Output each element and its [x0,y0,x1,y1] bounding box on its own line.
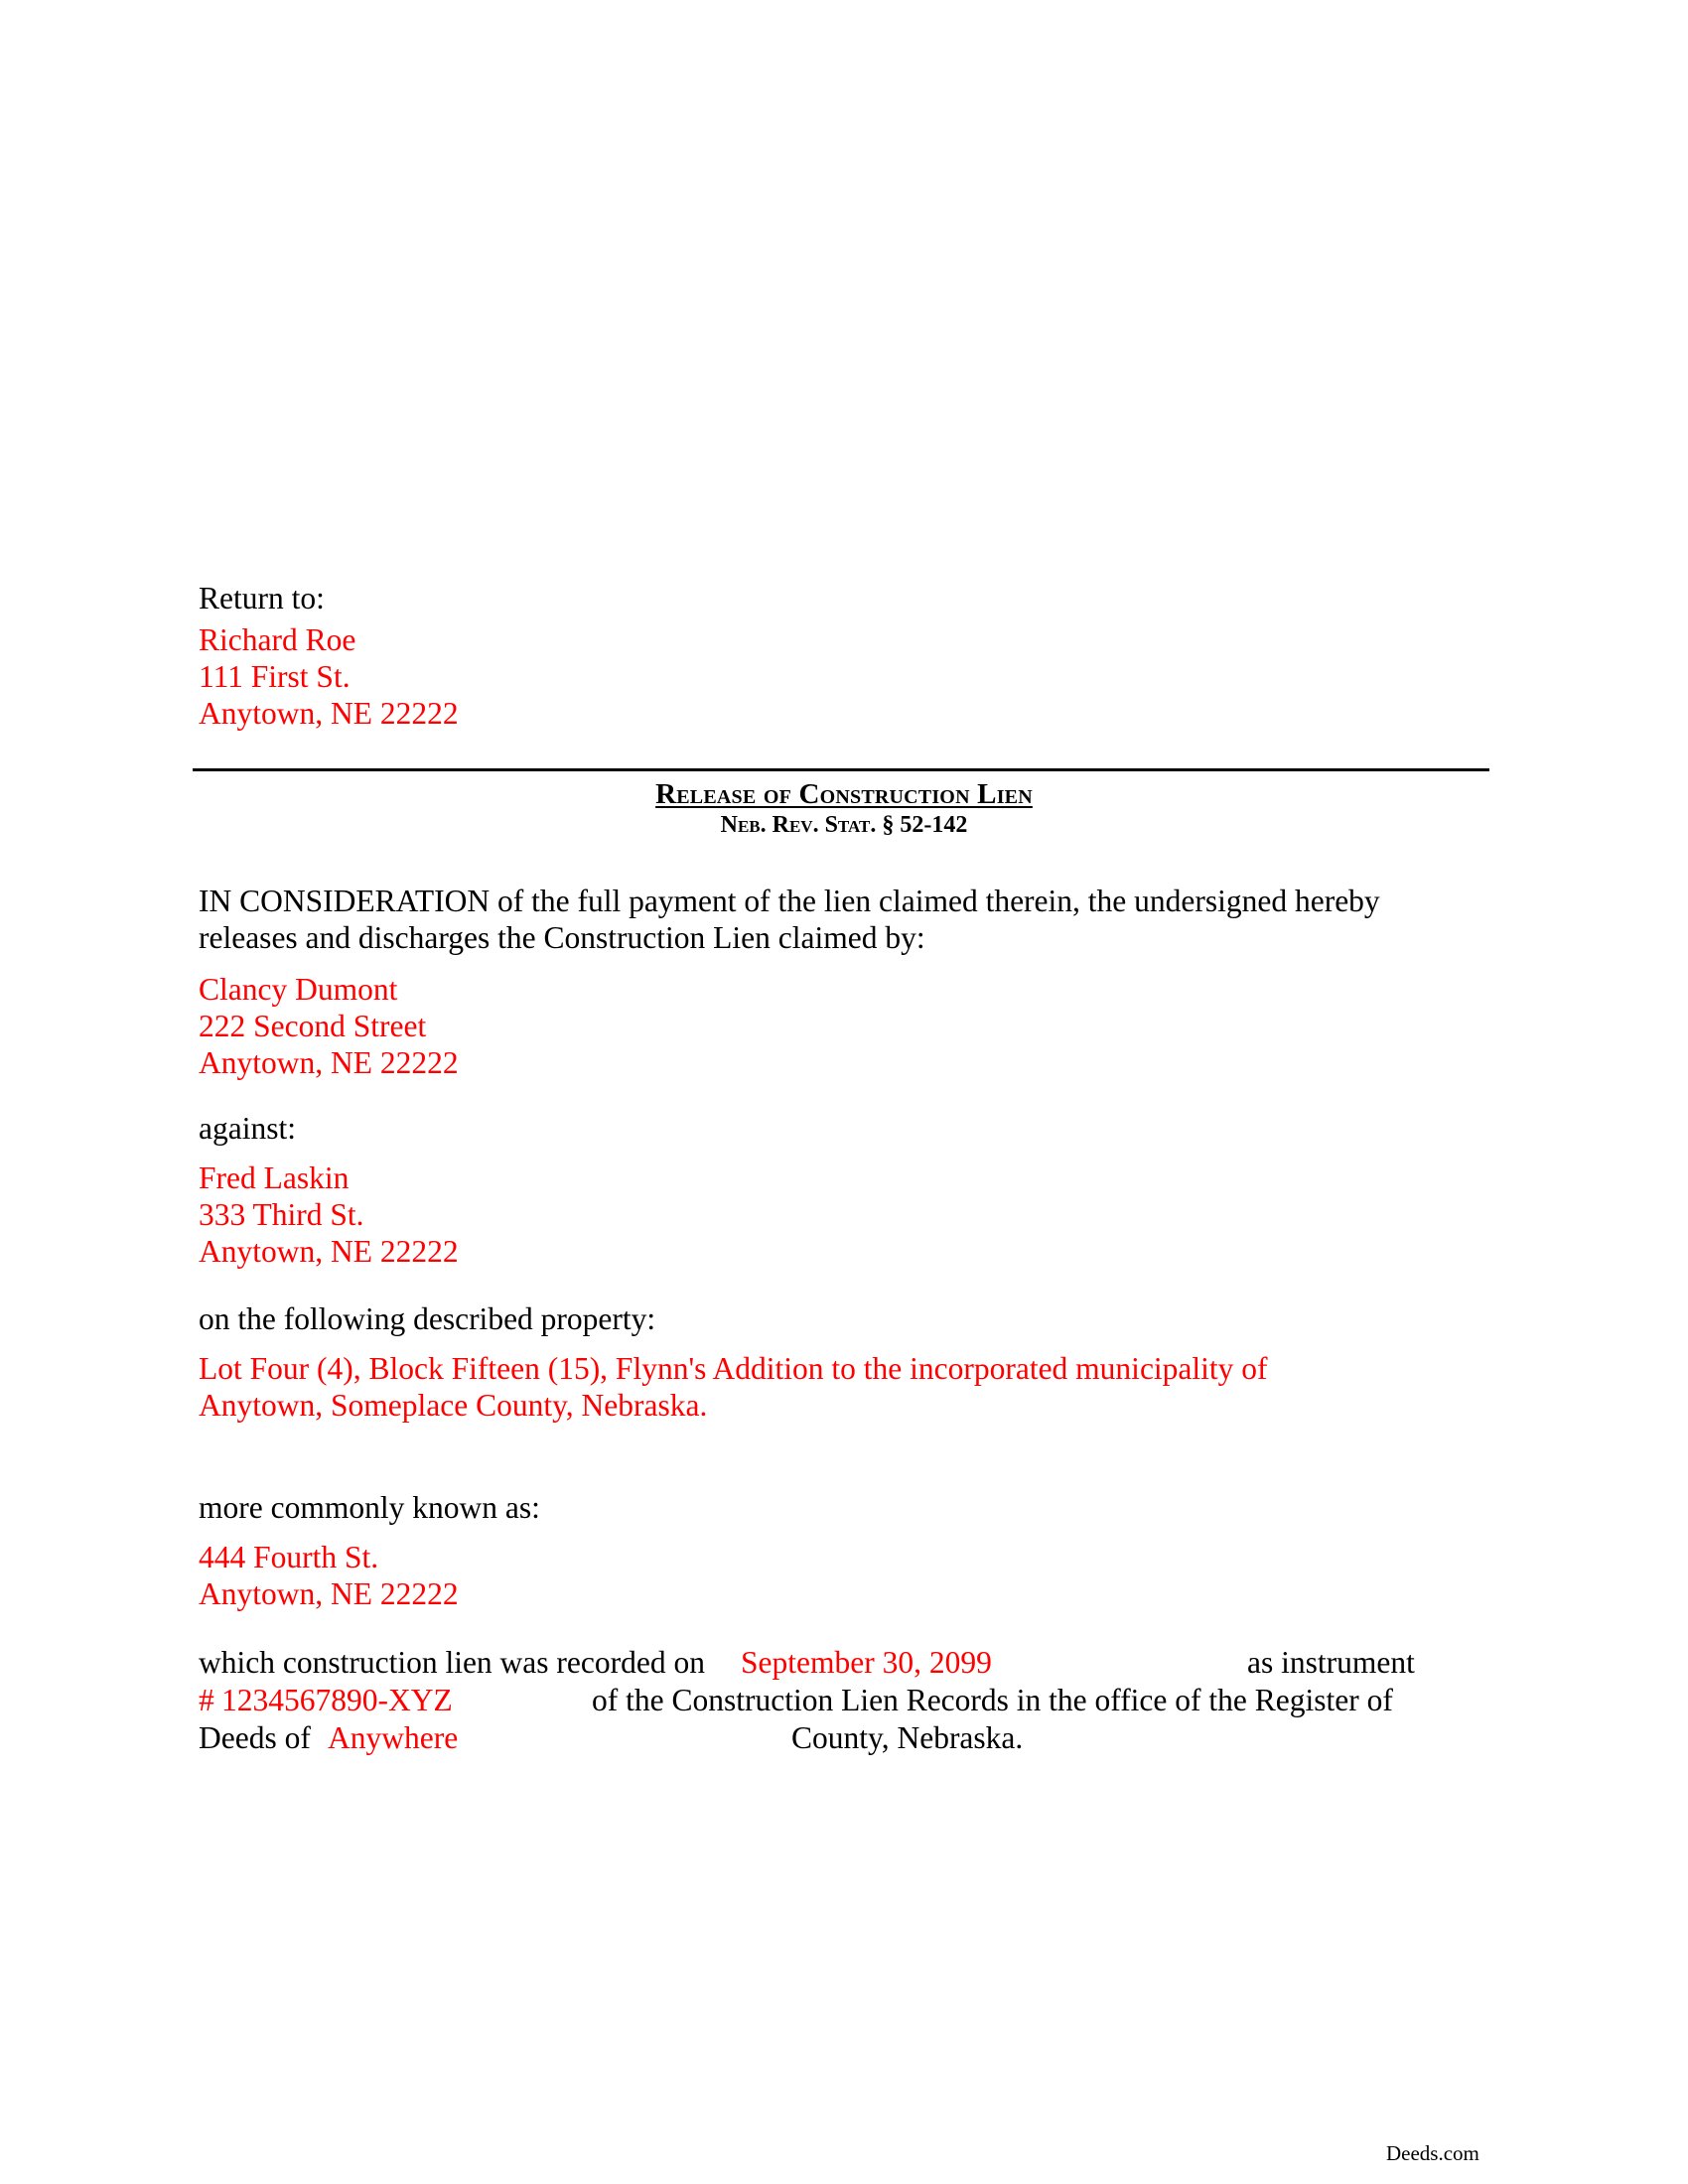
return-to-address [199,621,459,732]
claimant-street: 222 Second Street [199,1009,427,1043]
against-label: against: [199,1111,296,1146]
property-label: on the following described property: [199,1301,656,1336]
return-to-label: Return to: [199,581,325,615]
aka-city: Anytown, NE 22222 [199,1576,459,1611]
statute-reference: Neb. Rev. Stat. § 52-142 [720,812,968,838]
aka-street: 444 Fourth St. [199,1540,379,1574]
header-divider [193,768,1489,771]
owner-street: 333 Third St. [199,1197,364,1232]
return-to-street: 111 First St. [199,659,351,694]
recording-text-2: as instrument [1247,1645,1415,1680]
recording-text-1: which construction lien was recorded on [199,1645,705,1680]
document-title-text: Release of Construction Lien [655,778,1033,810]
legal-description-line-2: Anytown, Someplace County, Nebraska. [199,1388,708,1423]
document-title [0,777,1688,811]
consideration-line-2: releases and discharges the Construction Lien claimed by: [199,920,925,955]
recording-text-5: County, Nebraska. [791,1720,1024,1755]
return-to-city: Anytown, NE 22222 [199,696,459,731]
owner-name: Fred Laskin [199,1160,350,1195]
instrument-hash: # [199,1683,214,1717]
footer-brand: Deeds.com [1386,2141,1479,2165]
aka-address [199,1539,459,1612]
legal-description-line-1: Lot Four (4), Block Fifteen (15), Flynn's Addition to the incorporated municipality of [199,1351,1268,1386]
claimant-block [199,971,459,1081]
legal-description [199,1350,1268,1424]
return-to-name: Richard Roe [199,622,356,657]
consideration-line-1: IN CONSIDERATION of the full payment of the lien claimed therein, the undersigned hereby [199,884,1380,918]
recording-date: September 30, 2099 [741,1645,992,1680]
recording-text-4: Deeds of [199,1720,311,1755]
instrument-number: 1234567890-XYZ [221,1683,453,1717]
recording-county: Anywhere [328,1720,459,1755]
recording-text-3: of the Construction Lien Records in the office of the Register of [592,1683,1393,1717]
claimant-name: Clancy Dumont [199,972,398,1007]
consideration-paragraph [199,883,1489,956]
owner-block [199,1160,459,1270]
claimant-city: Anytown, NE 22222 [199,1045,459,1080]
owner-city: Anytown, NE 22222 [199,1234,459,1269]
aka-label: more commonly known as: [199,1490,540,1525]
